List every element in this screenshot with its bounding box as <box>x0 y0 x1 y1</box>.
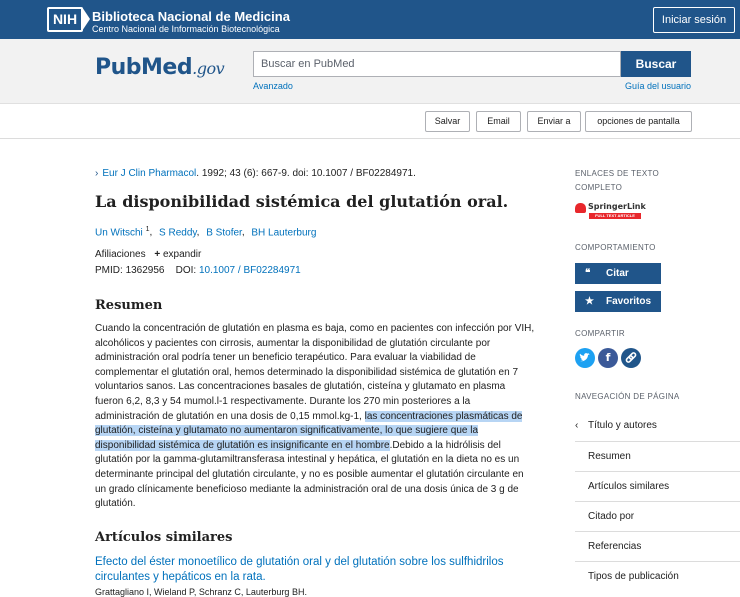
nav-item-cited-by[interactable] <box>575 501 740 531</box>
author-link[interactable]: BH Lauterburg <box>251 227 317 239</box>
facebook-icon[interactable]: f <box>598 348 618 368</box>
nih-title[interactable]: Biblioteca Nacional de Medicina <box>92 9 290 24</box>
action-bar <box>0 104 740 139</box>
nav-item-label: Resumen <box>588 451 631 462</box>
doi-link[interactable]: 10.1007 / BF02284971 <box>198 265 301 276</box>
springer-logo-icon <box>575 203 586 213</box>
nav-item-title-authors[interactable] <box>575 411 740 441</box>
pubmed-logo-text: PubMed <box>95 55 193 80</box>
favorites-button[interactable] <box>575 291 661 312</box>
author-link[interactable]: Un Witschi <box>95 227 143 239</box>
favorites-label: Favoritos <box>606 296 652 307</box>
author-link[interactable]: S Reddy <box>159 227 197 239</box>
citation-details: . 1992; 43 (6): 667-9. doi: 10.1007 / BF02284971. <box>196 168 416 179</box>
springer-label: SpringerLink <box>588 202 646 211</box>
permalink-icon[interactable] <box>621 348 641 368</box>
nav-item-label: Título y autores <box>588 420 657 431</box>
full-text-links-heading: ENLACES DE TEXTO COMPLETO <box>575 169 660 192</box>
abstract-text-part: .Debido a la hidrólisis del glutatión por la gamma-glutamiltransferasa intestinal y hepática, el glutatión en la dieta no es un determinante principal del glutatión circulante, y no es posible aumentar el glutatión circulante en un grado clínicamente beneficioso mediante la administración oral de una dosis única de 3 g de glutatión. <box>95 439 524 510</box>
search-button[interactable]: Buscar <box>621 51 691 77</box>
affiliations-label: Afiliaciones <box>95 249 146 260</box>
affiliation-marker[interactable]: 1 <box>145 226 150 233</box>
share-heading: COMPARTIR <box>575 329 625 338</box>
doi-label: DOI: <box>175 265 197 276</box>
abstract-heading: Resumen <box>95 298 163 313</box>
chevron-right-icon: › <box>95 168 99 179</box>
springerlink-button[interactable] <box>575 202 646 220</box>
nav-item-similar-articles[interactable] <box>575 471 740 501</box>
plus-icon: + <box>154 249 161 260</box>
expand-label: expandir <box>163 249 202 260</box>
article-identifiers <box>95 265 301 276</box>
search-area <box>0 39 740 104</box>
nih-logo-icon[interactable]: NIH <box>47 7 83 32</box>
quote-icon: ❝ <box>585 268 591 279</box>
star-icon: ★ <box>585 296 594 307</box>
similar-articles-heading: Artículos similares <box>95 530 233 545</box>
nav-item-publication-types[interactable] <box>575 561 740 591</box>
affiliations-toggle[interactable] <box>95 249 201 260</box>
nav-item-label: Artículos similares <box>588 481 670 492</box>
abstract-text <box>95 322 535 512</box>
author-link[interactable]: B Stofer <box>206 227 242 239</box>
similar-article-link[interactable]: Efecto del éster monoetílico de glutatión oral y del glutatión sobre los sulfhidrilos circulantes y hepáticos en la rata. <box>95 556 504 583</box>
abstract-highlighted-text: las concentraciones plasmáticas de glutatión, cisteína y glutamato no aumentaron significativamente, lo que sugiere que la disponibilidad sistémica de glutatión es insignificante en el hombre <box>95 410 523 451</box>
nih-header <box>0 0 740 39</box>
pubmed-logo[interactable] <box>95 55 224 80</box>
pmid-value: 1362956 <box>125 265 165 276</box>
nih-subtitle: Centro Nacional de Información Biotecnológica <box>92 24 280 34</box>
page-navigation-heading: NAVEGACIÓN DE PÁGINA <box>575 392 680 401</box>
email-button[interactable]: Email <box>476 111 521 132</box>
search-input[interactable]: Buscar en PubMed <box>253 51 621 77</box>
twitter-icon[interactable] <box>575 348 595 368</box>
nav-item-references[interactable] <box>575 531 740 561</box>
cite-label: Citar <box>606 268 629 279</box>
article-title: La disponibilidad sistémica del glutatión oral. <box>95 192 509 211</box>
user-guide-link[interactable]: Guía del usuario <box>624 81 691 91</box>
springer-full-text-label: FULL TEXT ARTICLE <box>589 213 641 219</box>
abstract-text-part: Cuando la concentración de glutatión en plasma es baja, como en pacientes con infección por VIH, alcohólicos y pacientes con cirrosis, aumentar la disponibilidad de glutatión circulante por administración oral podría tener un beneficio terapéutico. Para evaluar la viabilidad de complementar el glutatión oral, hemos determinado la disponibilidad sistémica de glutatión en 7 voluntarios sanos. Las concentraciones basales de glutatión, cisteína y glutamato en plasma fueron 6,2, 8,3 y 54 mumol.l-1 respectivamente. Durante los 270 min posteriores a la administración de glutatión en una dosis de 0,15 mmol.kg-1, <box>95 323 535 422</box>
journal-link[interactable]: Eur J Clin Pharmacol <box>102 168 197 179</box>
save-button[interactable]: Salvar <box>425 111 470 132</box>
similar-article-authors: Grattagliano I, Wieland P, Schranz C, Lauterburg BH. <box>95 587 307 597</box>
nav-item-label: Referencias <box>588 541 642 552</box>
author-list: Un Witschi $^1$, S Reddy, B Stofer, BH Lauterburg <box>95 226 317 239</box>
login-button[interactable]: Iniciar sesión <box>653 7 735 33</box>
cite-button[interactable] <box>575 263 661 284</box>
advanced-search-link[interactable]: Avanzado <box>253 81 293 91</box>
chevron-left-icon: ‹ <box>575 420 579 431</box>
journal-citation <box>95 168 416 179</box>
nav-item-label: Citado por <box>588 511 635 522</box>
behavior-heading: COMPORTAMIENTO <box>575 243 656 252</box>
send-to-button[interactable]: Enviar a <box>527 111 581 132</box>
display-options-button[interactable]: opciones de pantalla <box>585 111 692 132</box>
nav-item-label: Tipos de publicación <box>588 571 679 582</box>
pmid-label: PMID: <box>95 265 123 276</box>
nav-item-abstract[interactable] <box>575 441 740 471</box>
pubmed-logo-gov: .gov <box>192 59 225 78</box>
